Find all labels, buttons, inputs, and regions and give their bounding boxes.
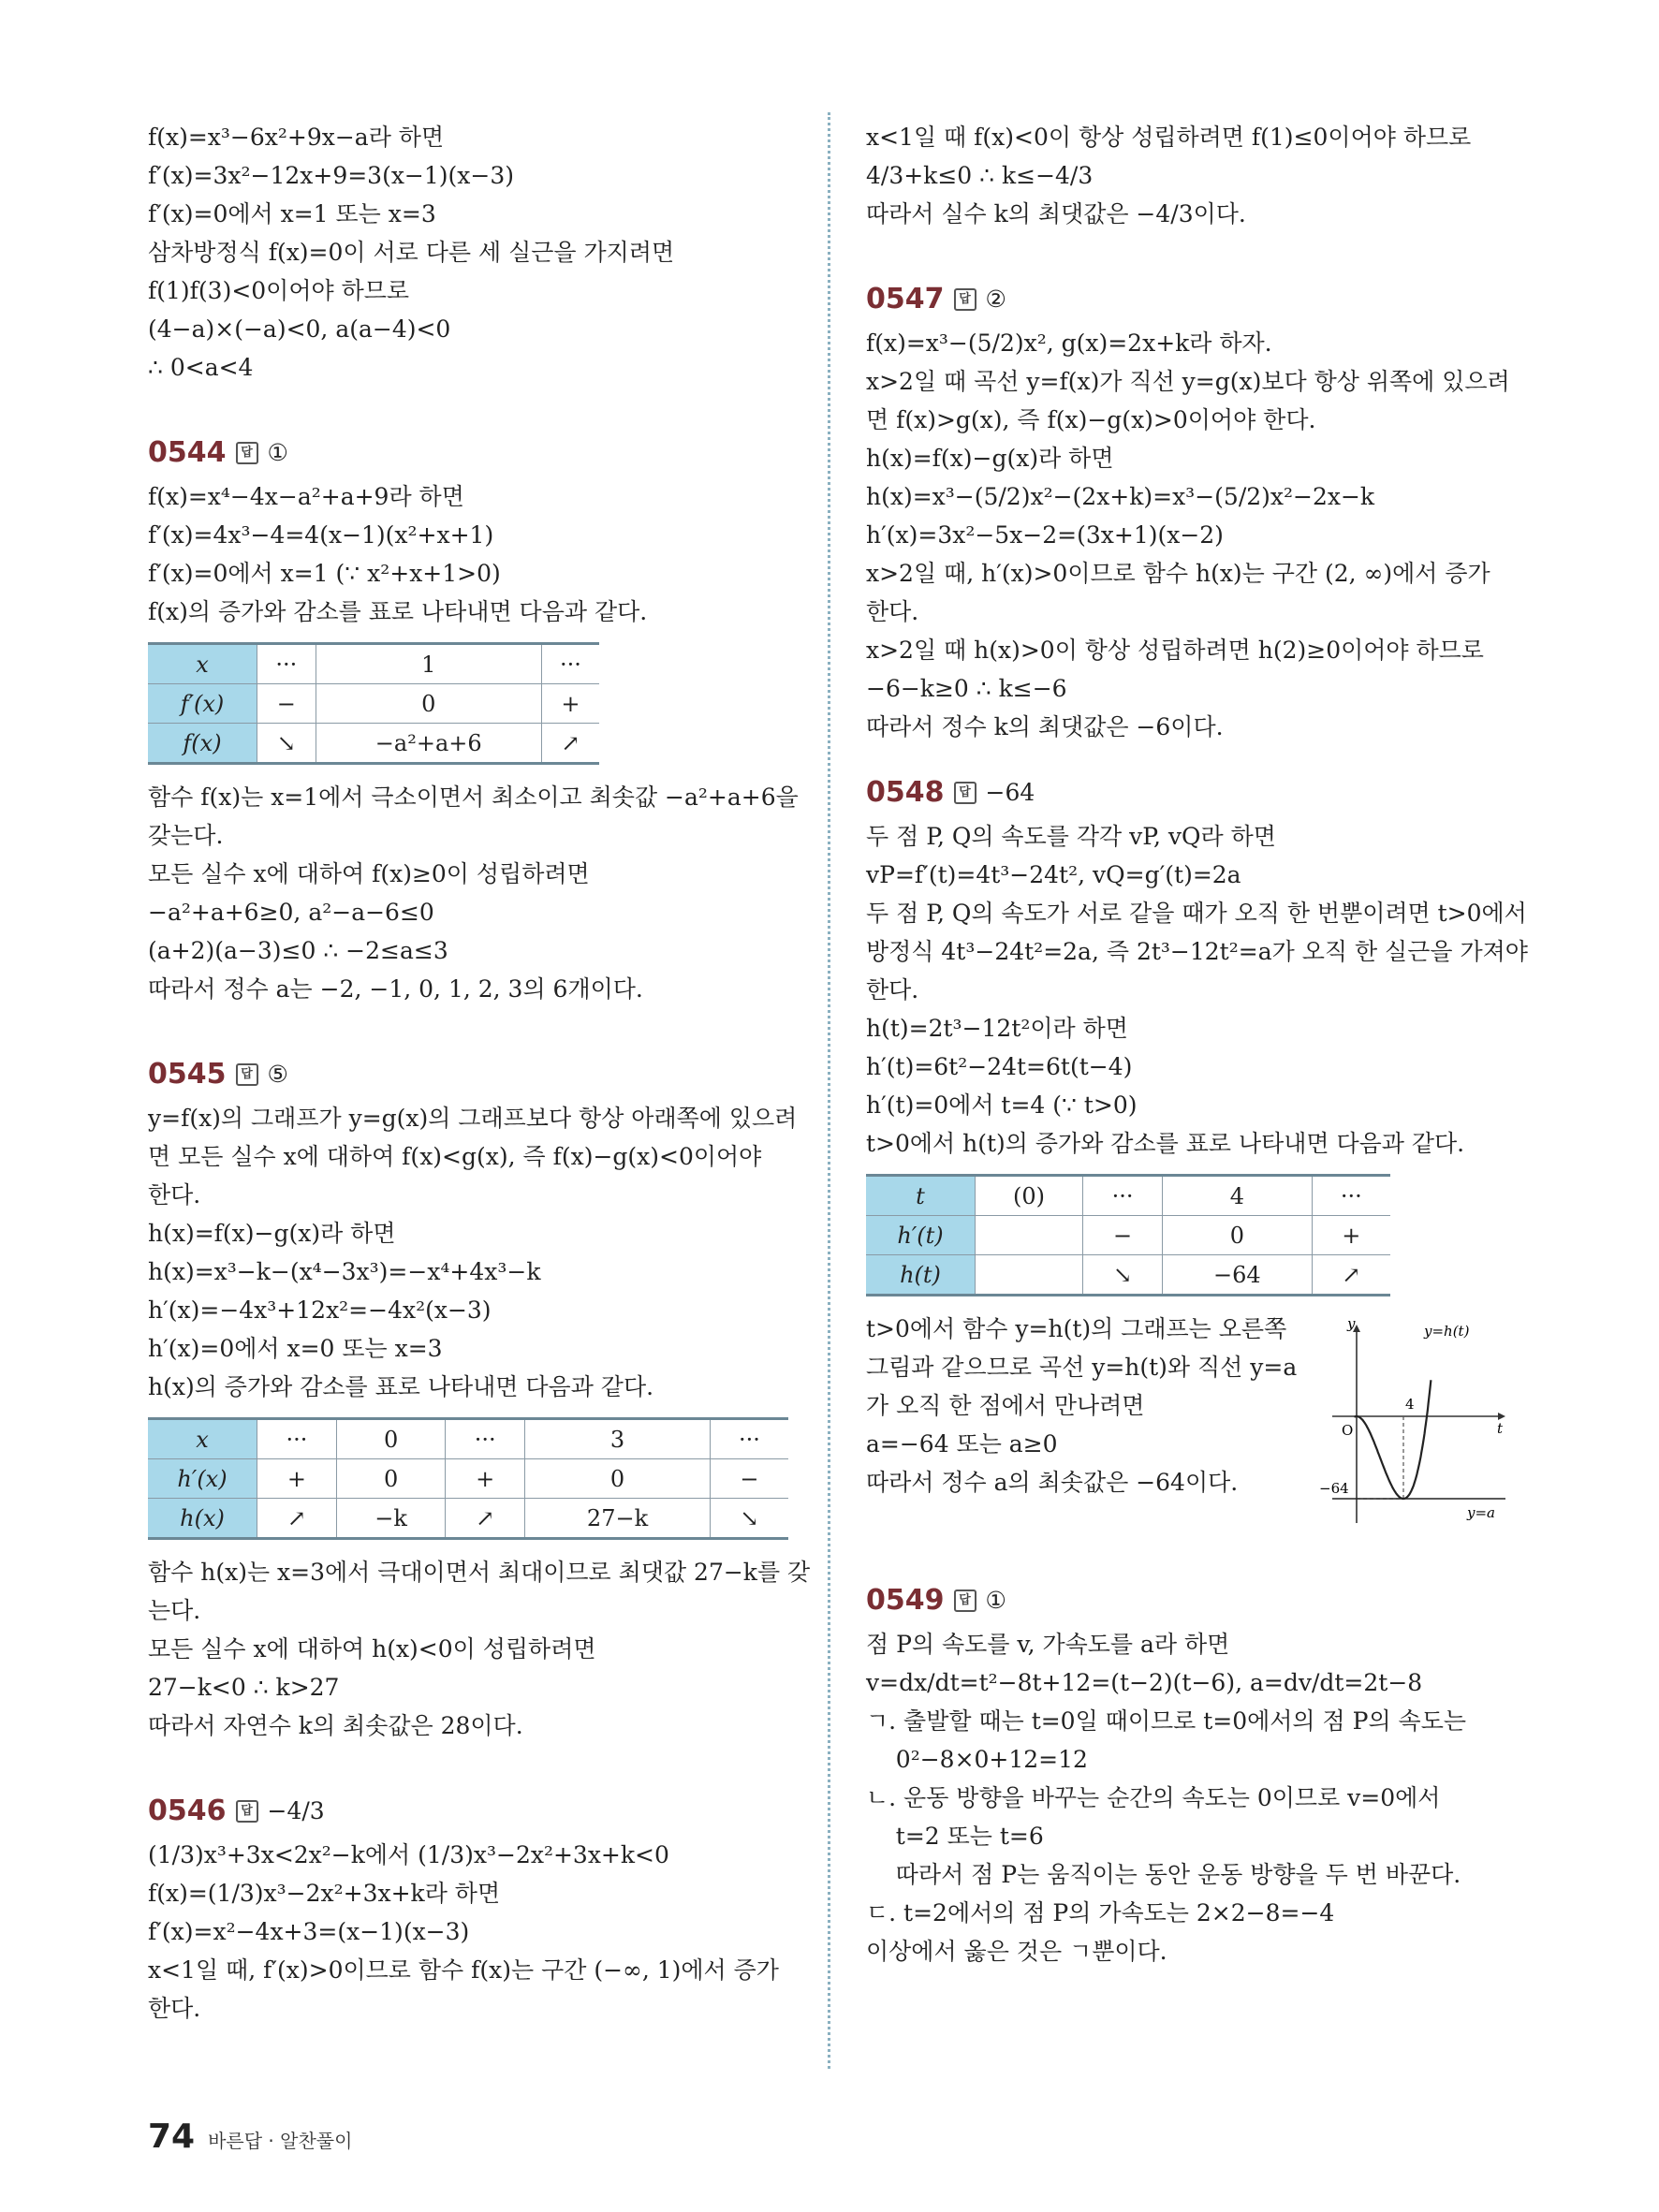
text-line: f(x)=x³−(5/2)x², g(x)=2x+k라 하자. [866,330,1272,357]
left-column [148,118,811,2028]
answer-value: ① [267,439,288,466]
table-cell: 0 [525,1459,711,1499]
text-line: 이상에서 옳은 것은 ㄱ뿐이다. [866,1938,1167,1965]
text-line: f′(x)=x²−4x+3=(x−1)(x−3) [148,1918,470,1945]
table-cell: − [710,1459,788,1499]
table-cell: + [446,1459,525,1499]
text-line: h′(x)=−4x³+12x²=−4x²(x−3) [148,1296,492,1324]
text-line: −a²+a+6≥0, a²−a−6≤0 [148,899,434,926]
text-line: h(x)=x³−(5/2)x²−(2x+k)=x³−(5/2)x²−2x−k [866,483,1375,510]
text-line: 따라서 실수 k의 최댓값은 −4/3이다. [866,200,1246,227]
problem-0545 [148,1050,811,1745]
text-line: 한다. [866,976,919,1003]
text-line: 갖는다. [148,822,224,849]
problem-0546 [148,1787,794,2028]
problem-header [866,769,1512,817]
text-line: t=2 또는 t=6 [866,1823,1044,1850]
text-line: h(t)=2t³−12t²이라 하면 [866,1015,1128,1042]
table-cell: 0 [336,1419,445,1459]
table-cell: −64 [1163,1255,1312,1296]
answer-value: ⑤ [267,1061,288,1088]
text-line: 그림과 같으므로 곡선 y=h(t)와 직선 y=a [866,1354,1298,1381]
text-line: 한다. [148,1995,201,2022]
text-line: 한다. [148,1181,201,1209]
text-line: f(x)의 증가와 감소를 표로 나타내면 다음과 같다. [148,598,648,625]
text-line: ㄷ. t=2에서의 점 P의 가속도는 2×2−8=−4 [866,1899,1335,1926]
problem-number: 0545 [148,1058,227,1091]
text-line: 점 P의 속도를 v, 가속도를 a라 하면 [866,1631,1230,1658]
text-line: ㄴ. 운동 방향을 바꾸는 순간의 속도는 0이므로 v=0에서 [866,1784,1441,1811]
text-line: f′(x)=4x³−4=4(x−1)(x²+x+1) [148,521,494,549]
text-line: 두 점 P, Q의 속도가 서로 같을 때가 오직 한 번뿐이려면 t>0에서 [866,900,1527,927]
text-line: f(1)f(3)<0이어야 하므로 [148,277,410,304]
text-line: (1/3)x³+3x<2x²−k에서 (1/3)x³−2x²+3x+k<0 [148,1841,669,1868]
answer-value: ② [985,286,1006,313]
problem-number: 0546 [148,1795,227,1827]
text-line: h(x)의 증가와 감소를 표로 나타내면 다음과 같다. [148,1373,654,1400]
problem-header [148,1787,794,1836]
intro-solution [148,118,794,387]
answer-icon: 답 [236,1063,258,1086]
text-line: a=−64 또는 a≥0 [866,1430,1058,1458]
text-line: 가 오직 한 점에서 만나려면 [866,1392,1145,1419]
curve-label: y=h(t) [1424,1323,1470,1340]
text-line: 따라서 정수 a는 −2, −1, 0, 1, 2, 3의 6개이다. [148,975,643,1003]
text-line: f′(x)=3x²−12x+9=3(x−1)(x−3) [148,162,514,189]
text-line: ㄱ. 출발할 때는 t=0일 때이므로 t=0에서의 점 P의 속도는 [866,1707,1466,1735]
graph-section [866,1310,1512,1534]
table-cell: ··· [541,644,599,684]
text-line: y=f(x)의 그래프가 y=g(x)의 그래프보다 항상 아래쪽에 있으려 [148,1105,798,1132]
text-line: 는다. [148,1597,201,1624]
text-line: 삼차방정식 f(x)=0이 서로 다른 세 실근을 가지려면 [148,239,675,266]
table-cell: h′(x) [148,1459,257,1499]
table-cell: −a²+a+6 [316,724,541,764]
table-cell: + [257,1459,337,1499]
answer-icon: 답 [954,288,976,311]
text-line: 따라서 정수 k의 최댓값은 −6이다. [866,713,1224,740]
table-cell: x [148,1419,257,1459]
table-cell: h′(t) [866,1216,976,1255]
column-divider [828,112,830,2069]
origin-label: O [1342,1422,1354,1439]
answer-value: ① [985,1587,1006,1614]
table-cell: (0) [976,1176,1083,1216]
table-cell: ··· [710,1419,788,1459]
text-line: x<1일 때 f(x)<0이 항상 성립하려면 f(1)≤0이어야 하므로 [866,124,1472,151]
tick-label-x: 4 [1405,1396,1415,1413]
answer-value: −64 [985,779,1035,806]
text-line: x>2일 때 h(x)>0이 항상 성립하려면 h(2)≥0이어야 하므로 [866,637,1484,664]
t-axis-label: t [1497,1420,1504,1437]
text-line: ∴ 0<a<4 [148,354,254,381]
table-cell: + [1312,1216,1390,1255]
line-label: y=a [1467,1504,1495,1521]
text-line: 방정식 4t³−24t²=2a, 즉 2t³−12t²=a가 오직 한 실근을 가져야 [866,938,1528,965]
variation-table [866,1174,1390,1296]
answer-value: −4/3 [267,1797,325,1824]
table-cell: ↗ [541,724,599,764]
text-line: 면 f(x)>g(x), 즉 f(x)−g(x)>0이어야 한다. [866,406,1316,433]
problem-header [866,1576,1512,1625]
problem-0544 [148,429,799,1008]
function-graph [1314,1315,1510,1526]
text-line: 따라서 자연수 k의 최솟값은 28이다. [148,1712,523,1739]
problem-0547 [866,275,1512,746]
table-cell: −k [336,1499,445,1539]
text-line: 두 점 P, Q의 속도를 각각 vP, vQ라 하면 [866,823,1276,850]
table-cell: f(x) [148,724,257,764]
text-line: (a+2)(a−3)≤0 ∴ −2≤a≤3 [148,937,448,964]
answer-icon: 답 [236,442,258,464]
text-line: (4−a)×(−a)<0, a(a−4)<0 [148,315,451,343]
table-cell: ··· [257,1419,337,1459]
table-cell: f′(x) [148,684,257,724]
text-line: h(x)=f(x)−g(x)라 하면 [866,445,1114,472]
text-line: vP=f′(t)=4t³−24t², vQ=g′(t)=2a [866,861,1241,888]
problem-number: 0547 [866,283,945,315]
answer-icon: 답 [954,1589,976,1612]
table-cell: h(t) [866,1255,976,1296]
table-cell [976,1216,1083,1255]
text-line: f(x)=x³−6x²+9x−a라 하면 [148,124,445,151]
text-line: h′(x)=3x²−5x−2=(3x+1)(x−2) [866,521,1224,549]
table-cell: t [866,1176,976,1216]
problem-0548 [866,769,1528,1534]
problem-header [148,429,794,477]
table-cell: 0 [336,1459,445,1499]
table-cell: ↘ [257,724,316,764]
table-cell [976,1255,1083,1296]
tick-label-y: −64 [1319,1480,1349,1497]
y-axis-label: y [1347,1315,1356,1332]
problem-number: 0549 [866,1584,945,1617]
table-cell: ··· [1082,1176,1162,1216]
page-footer [148,2117,352,2156]
continued-0546 [866,118,1512,233]
problem-0549 [866,1576,1512,1970]
text-line: 한다. [866,598,919,625]
graph-explanation [866,1310,1315,1502]
text-line: x<1일 때, f′(x)>0이므로 함수 f(x)는 구간 (−∞, 1)에서 증가 [148,1956,779,1984]
text-line: h′(t)=6t²−24t=6t(t−4) [866,1053,1133,1080]
page-number: 74 [148,2117,196,2156]
text-line: x>2일 때, h′(x)>0이므로 함수 h(x)는 구간 (2, ∞)에서 증가 [866,560,1490,587]
text-line: v=dx/dt=t²−8t+12=(t−2)(t−6), a=dv/dt=2t−8 [866,1669,1423,1696]
answer-icon: 답 [954,782,976,804]
problem-header [866,275,1512,324]
table-cell: 0 [316,684,541,724]
text-line: 4/3+k≤0 ∴ k≤−4/3 [866,162,1094,189]
text-line: 0²−8×0+12=12 [866,1746,1088,1773]
text-line: h′(x)=0에서 x=0 또는 x=3 [148,1335,443,1362]
text-line: f′(x)=0에서 x=1 또는 x=3 [148,200,436,227]
table-cell: h(x) [148,1499,257,1539]
text-line: h′(t)=0에서 t=4 (∵ t>0) [866,1091,1138,1119]
table-cell: ↗ [446,1499,525,1539]
text-line: h(x)=f(x)−g(x)라 하면 [148,1220,396,1247]
footer-title: 바른답 · 알찬풀이 [208,2130,353,2152]
t-axis-arrow [1498,1413,1505,1420]
text-line: −6−k≥0 ∴ k≤−6 [866,675,1067,702]
table-cell: ··· [446,1419,525,1459]
text-line: 따라서 정수 a의 최솟값은 −64이다. [866,1469,1239,1496]
table-cell: ··· [257,644,316,684]
text-line: 모든 실수 x에 대하여 f(x)≥0이 성립하려면 [148,860,590,887]
table-cell: ↘ [1082,1255,1162,1296]
text-line: 면 모든 실수 x에 대하여 f(x)<g(x), 즉 f(x)−g(x)<0이어야 [148,1143,762,1170]
text-line: f(x)=(1/3)x³−2x²+3x+k라 하면 [148,1880,501,1907]
table-cell: ··· [1312,1176,1390,1216]
text-line: t>0에서 함수 y=h(t)의 그래프는 오른쪽 [866,1315,1287,1342]
text-line: 함수 f(x)는 x=1에서 극소이면서 최소이고 최솟값 −a²+a+6을 [148,784,799,811]
text-line: x>2일 때 곡선 y=f(x)가 직선 y=g(x)보다 항상 위쪽에 있으려 [866,368,1510,395]
text-line: t>0에서 h(t)의 증가와 감소를 표로 나타내면 다음과 같다. [866,1130,1465,1157]
text-line: f(x)=x⁴−4x−a²+a+9라 하면 [148,483,464,510]
text-line: f′(x)=0에서 x=1 (∵ x²+x+1>0) [148,560,501,587]
answer-icon: 답 [236,1800,258,1823]
problem-number: 0544 [148,436,227,469]
table-cell: + [541,684,599,724]
text-line: 따라서 점 P는 움직이는 동안 운동 방향을 두 번 바꾼다. [866,1861,1461,1888]
table-cell: 3 [525,1419,711,1459]
table-cell: 1 [316,644,541,684]
problem-number: 0548 [866,776,945,809]
table-cell: − [257,684,316,724]
table-cell: 0 [1163,1216,1312,1255]
curve-h-of-t [1355,1380,1431,1499]
right-column [866,118,1528,1970]
table-cell: x [148,644,257,684]
variation-table [148,642,599,765]
table-cell: 27−k [525,1499,711,1539]
table-cell: ↘ [710,1499,788,1539]
table-cell: ↗ [1312,1255,1390,1296]
table-cell: 4 [1163,1176,1312,1216]
table-cell: − [1082,1216,1162,1255]
variation-table [148,1417,788,1540]
table-cell: ↗ [257,1499,337,1539]
text-line: 27−k<0 ∴ k>27 [148,1674,340,1701]
text-line: 모든 실수 x에 대하여 h(x)<0이 성립하려면 [148,1635,596,1663]
text-line: 함수 h(x)는 x=3에서 극대이면서 최대이므로 최댓값 27−k를 갖 [148,1559,811,1586]
text-line: h(x)=x³−k−(x⁴−3x³)=−x⁴+4x³−k [148,1258,541,1285]
problem-header [148,1050,794,1099]
